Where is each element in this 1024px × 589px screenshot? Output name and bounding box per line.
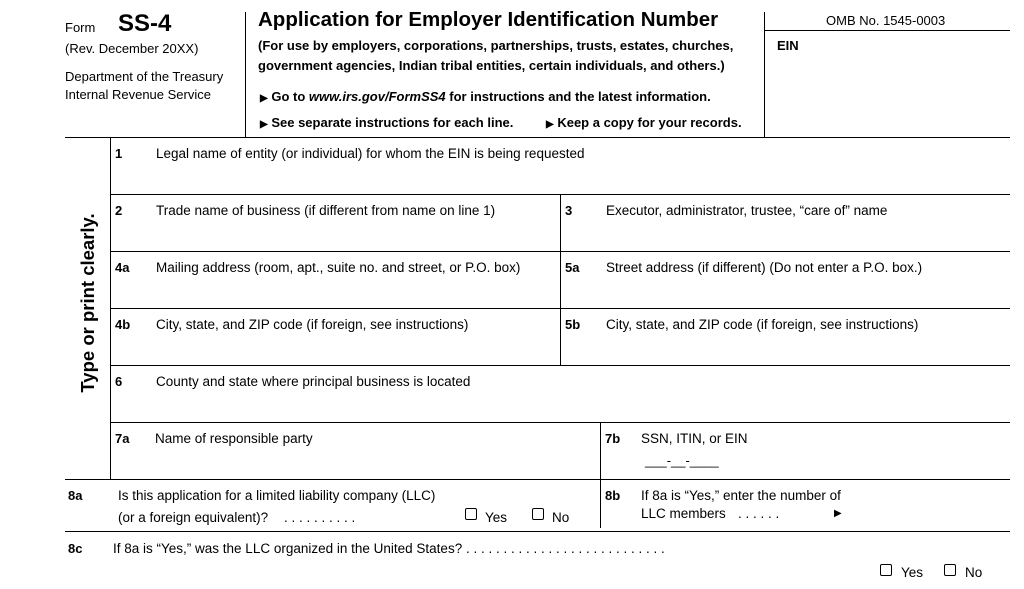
line-7b-number: 7b (605, 431, 621, 446)
form-subtitle-line1: (For use by employers, corporations, partnerships, trusts, estates, churches, (258, 38, 734, 53)
llc-yes-label: Yes (485, 510, 508, 525)
row-rule (110, 422, 1010, 423)
legal-name-field[interactable] (150, 166, 1005, 190)
department-name: Department of the Treasury (65, 69, 224, 84)
llc-us-yes-checkbox[interactable] (880, 564, 892, 576)
ein-field[interactable] (770, 56, 1005, 132)
line-8a-number: 8a (68, 488, 83, 503)
care-of-name-field[interactable] (600, 223, 1005, 247)
form-revision: (Rev. December 20XX) (65, 41, 199, 56)
header-bottom-rule (65, 137, 1010, 138)
arrow-right-icon: ▶ (260, 93, 268, 104)
line-8a-question: Is this application for a limited liability company (LLC) (118, 488, 436, 503)
line-8b-question-cont: LLC members (641, 506, 726, 521)
line-2-number: 2 (115, 203, 123, 218)
row-rule (65, 479, 1010, 480)
line-4a-label: Mailing address (room, apt., suite no. and street, or P.O. box) (156, 260, 521, 275)
keep-copy-text: Keep a copy for your records. (557, 115, 742, 130)
leader-dots: . . . . . . . . . . (284, 510, 356, 525)
street-city-state-zip-field[interactable] (600, 337, 1005, 361)
trade-name-field[interactable] (150, 223, 555, 247)
line-6-label: County and state where principal business is located (156, 374, 471, 389)
goto-prefix: Go to (271, 89, 309, 104)
leader-dots: . . . . . . . . . . . . . . . . . . . . . . . . . . . (466, 541, 665, 556)
goto-suffix: for instructions and the latest information. (445, 89, 711, 104)
leader-dots: . . . . . . (738, 506, 780, 521)
llc-members-field[interactable] (855, 500, 1005, 524)
line-8b-question: If 8a is “Yes,” enter the number of (641, 488, 841, 503)
agency-name: Internal Revenue Service (65, 87, 211, 102)
line-4a-number: 4a (115, 260, 130, 275)
arrow-right-icon: ▶ (834, 508, 842, 519)
street-address-field[interactable] (600, 280, 1005, 304)
line-7b-label: SSN, ITIN, or EIN (641, 431, 748, 446)
ssn-itin-ein-field[interactable]: ___-__-____ (645, 453, 719, 468)
line-5b-number: 5b (565, 317, 581, 332)
mailing-address-field[interactable] (150, 280, 555, 304)
line-3-number: 3 (565, 203, 573, 218)
form-word: Form (65, 20, 96, 35)
arrow-right-icon: ▶ (260, 119, 268, 130)
line-6-number: 6 (115, 374, 123, 389)
column-rule (600, 422, 601, 528)
line-3-label: Executor, administrator, trustee, “care of” name (606, 203, 888, 218)
goto-instructions (260, 89, 711, 104)
line-5a-number: 5a (565, 260, 580, 275)
keep-copy (546, 115, 742, 130)
llc-us-no-label: No (965, 565, 983, 580)
form-number: SS-4 (118, 10, 172, 37)
county-state-field[interactable] (150, 394, 1005, 418)
llc-no-checkbox[interactable] (532, 508, 544, 520)
type-or-print-label: Type or print clearly. (77, 213, 98, 393)
llc-no-label: No (552, 510, 570, 525)
line-2-label: Trade name of business (if different from name on line 1) (156, 203, 496, 218)
mailing-city-state-zip-field[interactable] (150, 337, 555, 361)
line-7a-label: Name of responsible party (155, 431, 313, 446)
irs-url-link[interactable]: www.irs.gov/FormSS4 (308, 89, 446, 104)
see-instructions (260, 115, 513, 130)
line-4b-label: City, state, and ZIP code (if foreign, see instructions) (156, 317, 469, 332)
llc-us-no-checkbox[interactable] (944, 564, 956, 576)
line-8b-number: 8b (605, 488, 621, 503)
responsible-party-field[interactable] (150, 451, 595, 475)
line-5a-label: Street address (if different) (Do not enter a P.O. box.) (606, 260, 923, 275)
form-title: Application for Employer Identification Number (258, 8, 719, 31)
row-rule (110, 365, 1010, 366)
omb-number: OMB No. 1545-0003 (826, 13, 946, 28)
ein-label: EIN (777, 38, 799, 53)
line-7a-number: 7a (115, 431, 130, 446)
line-4b-number: 4b (115, 317, 131, 332)
line-8c-number: 8c (68, 541, 83, 556)
column-rule (560, 194, 561, 365)
line-1-label: Legal name of entity (or individual) for whom the EIN is being requested (156, 146, 585, 161)
header-divider-left (245, 12, 246, 137)
omb-underline (764, 30, 1010, 31)
row-rule (65, 531, 1010, 532)
llc-yes-checkbox[interactable] (465, 508, 477, 520)
line-5b-label: City, state, and ZIP code (if foreign, see instructions) (606, 317, 919, 332)
form-subtitle-line2: government agencies, Indian tribal entities, certain individuals, and others.) (258, 58, 725, 73)
llc-us-yes-label: Yes (901, 565, 924, 580)
line-8c-question: If 8a is “Yes,” was the LLC organized in the United States? (113, 541, 463, 556)
arrow-right-icon: ▶ (546, 119, 554, 130)
line-1-number: 1 (115, 146, 123, 161)
see-instructions-text: See separate instructions for each line. (271, 115, 514, 130)
line-8a-question-cont: (or a foreign equivalent)? (118, 510, 269, 525)
